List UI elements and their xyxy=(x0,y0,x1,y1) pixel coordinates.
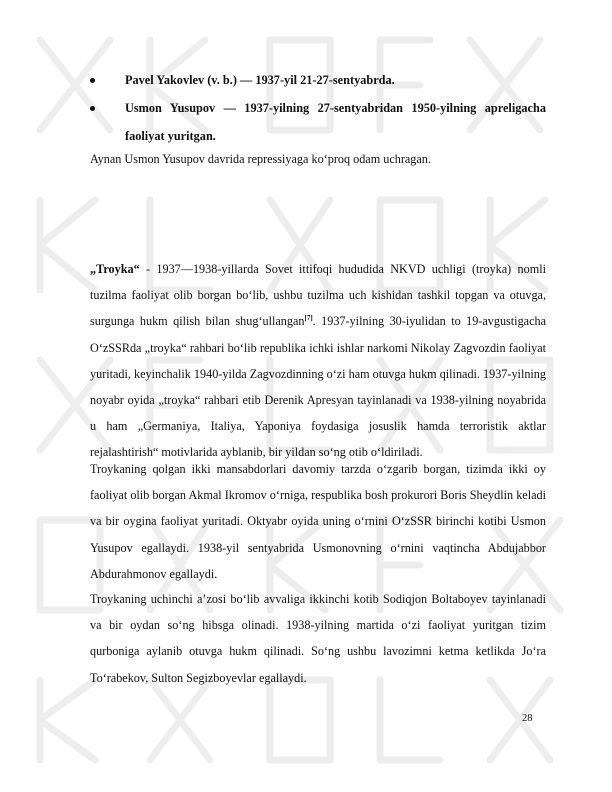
paragraph-3-text: Troykaning uchinchi a’zosi bo‘lib avvaliga ikkinchi kotib Sodiqjon Boltaboyev tayinlanadi va bir oydan so‘ng hibsga olinadi. 1938-yilning martida o‘zi faoliyat yuritgan tizim qurboniga aylanib otuvga hukm qilinadi. So‘ng ushbu lavozimni ketma ketlikda Jo‘ra To‘rabekov, Sulton Segizboyevlar egallaydi. xyxy=(90,592,546,685)
list-item xyxy=(90,66,546,94)
page-number: 28 xyxy=(522,713,533,724)
intro-paragraph xyxy=(90,146,546,172)
paragraph-2-text: Troykaning qolgan ikki mansabdorlari davomiy tarzda o‘zgarib borgan, tizimda ikki oy faoliyat olib borgan Akmal Ikromov o‘rniga, respublika bosh prokurori Boris Sheydlin keladi va bir oygina faoliyat yuritadi. Oktyabr oyida uning o‘rnini O‘zSSR birinchi kotibi Usmon Yusupov egallaydi. 1938-yil sentyabrida Usmonovning o‘rnini vaqtincha Abdujabbor Abdurahmonov egallaydi. xyxy=(90,462,546,581)
troyka-term: „Troyka“ xyxy=(90,262,140,276)
bullet-list xyxy=(90,66,546,150)
list-item-text: Pavel Yakovlev (v. b.) — 1937-yil 21-27-sentyabrda. xyxy=(125,73,395,87)
bullet-dot-icon xyxy=(90,106,95,111)
bullet-dot-icon xyxy=(90,78,95,83)
footnote-ref[interactable]: [7] xyxy=(304,314,313,323)
troyka-text-1: - 1937—1938-yillarda Sovet ittifoqi hududida NKVD uchligi (troyka) nomli tuzilma faoliyat olib borgan bo‘lib, ushbu tuzilma uch kishidan tashkil topgan va otuvga, surgunga hukm qilish bilan shug‘ullangan xyxy=(90,262,546,329)
list-item xyxy=(90,94,546,150)
paragraph-3 xyxy=(90,586,546,691)
paragraph-2 xyxy=(90,456,546,587)
troyka-text-2: . 1937-yilning 30-iyulidan to 19-avgustigacha O‘zSSRda „troyka“ rahbari bo‘lib republika ichki ishlar narkomi Nikolay Zagvozdin faoliyat yuritadi, keyinchalik 1940-yilda Zagvozdinning o‘zi ham otuvga hukm qilinadi. 1937-yilning noyabr oyida „troyka“ rahbari etib Derenik Apresyan tayinlanadi va 1938-yilning noyabrida u ham „Germaniya, Italiya, Yaponiya foydasiga josuslik hamda terroristik aktlar rejalashtirish“ motivlarida ayblanib, bir yildan so‘ng otib o‘ldiriladi. xyxy=(90,314,546,460)
list-item-text: Usmon Yusupov — 1937-yilning 27-sentyabridan 1950-yilning apreligacha faoliyat yuritgan. xyxy=(125,101,546,143)
troyka-paragraph xyxy=(90,256,546,466)
intro-text: Aynan Usmon Yusupov davrida repressiyaga ko‘proq odam uchragan. xyxy=(90,152,431,166)
